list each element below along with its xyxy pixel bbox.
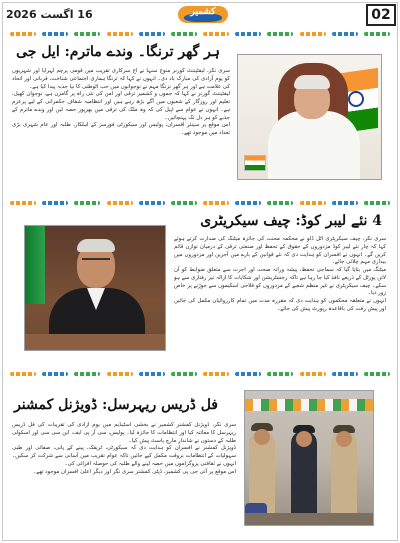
desk-shape (25, 334, 166, 351)
article-3-paragraph: سری نگر، ڈویژنل کمشنر کشمیر نے بخشی اسٹیڈیم میں یوم آزادی کی تقریبات کی فل ڈریس ریہرسل کا معائنہ کیا اور انتظامات کا جائزہ لیا۔ پولیس، سی آر پی ایف، این سی سی اور اسکولی طلبہ کے دستوں نے شاندار مارچ پاسٹ پیش کیا۔ (12, 422, 236, 444)
newspaper-logo (178, 6, 228, 23)
article-2-body (174, 236, 386, 362)
decorative-separator (10, 30, 390, 38)
article-3-body (12, 422, 236, 532)
page-header (0, 0, 400, 28)
person-hair-shape (77, 239, 115, 252)
article-1-body (12, 68, 230, 190)
glasses-icon (82, 258, 110, 264)
decorative-separator (10, 370, 390, 378)
logo-text: کشمیر (190, 7, 216, 17)
article-3-paragraph: اس موقع پر آئی جی پی کشمیر، ڈپٹی کمشنر سری نگر اور دیگر اعلیٰ افسران موجود تھے۔ (33, 468, 236, 475)
person-body-shape (268, 111, 360, 180)
article-3-photo (244, 390, 374, 526)
article-1-paragraph: سری نگر، لیفٹیننٹ گورنر منوج سنہا نے آج سرکاری تقریب میں قومی پرچم لہرایا اور شہریوں کو یوم آزادی کی مبارک باد دی۔ انہوں نے کہا کہ ترنگا ہماری اجتماعی شناخت، قربانی اور اتحاد کی علامت ہے اور ہر گھر ترنگا مہم نے نوجوانوں میں حب الوطنی کا نیا جذبہ پیدا کیا ہے۔ (12, 68, 230, 90)
article-2-paragraph: سری نگر، چیف سیکریٹری اٹل ڈلو نے محکمہ محنت کی جائزہ میٹنگ کی صدارت کرتے ہوئے کہا کہ چار نئے لیبر کوڈ مزدوروں کے حقوق کے تحفظ اور صنعتی ترقی کے درمیان توازن قائم کریں گے۔ انہوں نے افسران کو ہدایت دی کہ نئے قوانین کے بارے میں آجرین اور مزدوروں میں بیداری مہم چلائی جائے۔ (174, 236, 386, 266)
article-1-paragraph: اس موقع پر سینئر افسران، پولیس اور سیکورٹی فورسز کے اہلکار، طلبہ اور عام شہری بڑی تعداد میں موجود تھے۔ (12, 122, 230, 136)
decorative-separator (10, 199, 390, 207)
bunting-shape (245, 399, 374, 411)
flag-icon (25, 226, 45, 304)
article-1-headline: ہر گھر ترنگا۔ وندے ماترم: ایل جی (16, 44, 220, 60)
article-3-headline: فل ڈریس ریہرسل: ڈویژنل کمشنر (14, 397, 218, 413)
head-shape (336, 431, 352, 447)
article-1-photo (237, 54, 382, 180)
article-2-paragraph: انہوں نے متعلقہ محکموں کو ہدایت دی کہ مقررہ مدت میں تمام کارروائیاں مکمل کی جائیں اور پیش رفت کی باقاعدہ رپورٹ پیش کی جائے۔ (174, 298, 386, 312)
head-shape (254, 429, 270, 445)
person-hair-shape (294, 75, 330, 89)
article-2-photo (24, 225, 166, 351)
chakra-icon (348, 91, 364, 107)
desk-flag-icon (244, 155, 266, 171)
article-3-paragraph: ڈویژنل کمشنر نے افسران کو ہدایت دی کہ سیکورٹی، ٹریفک، پینے کے پانی، صفائی اور طبی سہولیات کے انتظامات بروقت مکمل کیے جائیں تاکہ عوام تقریب میں آسانی سے شرکت کر سکیں۔ انہوں نے ثقافتی پروگراموں میں حصہ لینے والے طلبہ کی حوصلہ افزائی کی۔ (12, 445, 236, 467)
article-1-paragraph: لیفٹیننٹ گورنر نے کہا کہ جموں و کشمیر ترقی اور امن کی نئی راہ پر گامزن ہے، نوجوان کھیل، تعلیم اور روزگار کے شعبوں میں آگے بڑھ رہے ہیں اور انتظامیہ شفاف حکمرانی کے لیے پرعزم ہے۔ انہوں نے عوام سے اپیل کی کہ وہ ملک کی ترقی میں بھرپور حصہ لیں اور وندے ماترم کے جذبے کو ہر دل تک پہنچائیں۔ (12, 91, 230, 121)
ground-shape (245, 513, 374, 525)
article-2-paragraph: میٹنگ میں بتایا گیا کہ سماجی تحفظ، پیشہ ورانہ صحت اور اجرت سے متعلق ضوابط کو آن لائن پورٹل کے ذریعے نافذ کیا جا رہا ہے تاکہ رجسٹریشن اور شکایات کا ازالہ تیز رفتاری سے ہو سکے۔ چیف سیکریٹری نے غیر منظم شعبے کے مزدوروں کو فلاحی اسکیموں سے جوڑنے پر خاص زور دیا۔ (174, 267, 386, 297)
page-number: 02 (366, 4, 396, 26)
issue-date: 16 اگست 2026 (6, 8, 93, 21)
article-2-headline: 4 نئے لیبر کوڈ: چیف سیکریٹری (200, 213, 382, 229)
head-shape (296, 431, 312, 447)
